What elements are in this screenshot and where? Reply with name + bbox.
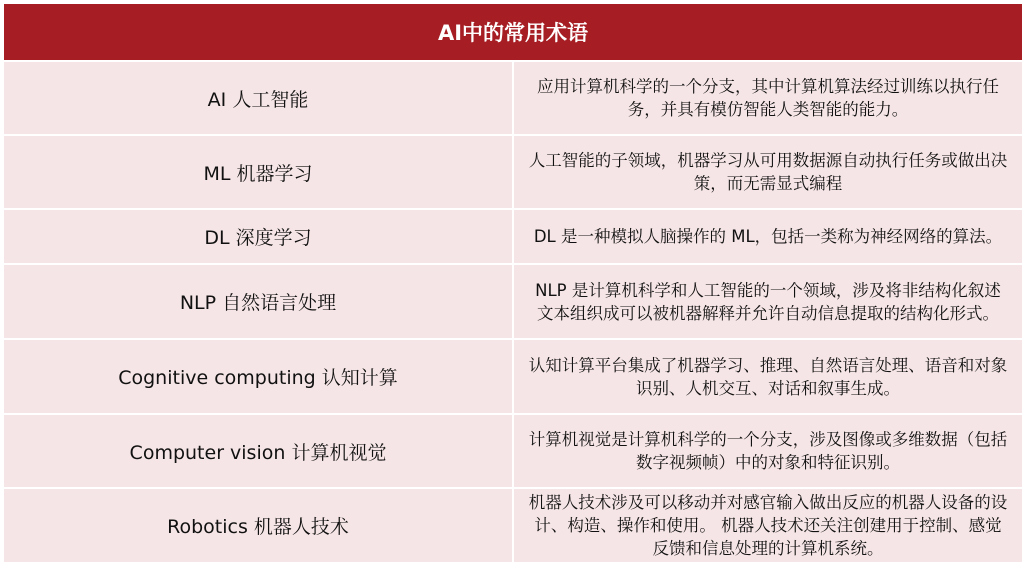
desc-text: 计算机视觉是计算机科学的一个分支，涉及图像或多维数据（包括数字视频帧）中的对象和特征识别。 (528, 430, 1008, 472)
table-row (3, 339, 1023, 414)
desc-text: 应用计算机科学的一个分支，其中计算机算法经过训练以执行任务，并具有模仿智能人类智能的能力。 (537, 77, 999, 119)
term-cell: Computer vision 计算机视觉 (3, 414, 513, 488)
term-cell: Cognitive computing 认知计算 (3, 339, 513, 414)
table-row (3, 414, 1023, 488)
desc-cell (513, 339, 1023, 414)
ai-terms-table (2, 2, 1024, 564)
term-cell: NLP 自然语言处理 (3, 264, 513, 339)
term-cell: ML 机器学习 (3, 135, 513, 209)
desc-cell (513, 209, 1023, 264)
table-row (3, 61, 1023, 135)
desc-cell (513, 135, 1023, 209)
term-cell: Robotics 机器人技术 (3, 488, 513, 563)
table-row (3, 488, 1023, 563)
desc-text: 认知计算平台集成了机器学习、推理、自然语言处理、语音和对象识别、人机交互、对话和叙事生成。 (528, 355, 1008, 398)
desc-cell (513, 61, 1023, 135)
desc-text: NLP 是计算机科学和人工智能的一个领域，涉及将非结构化叙述文本组织成可以被机器解释并允许自动信息提取的结构化形式。 (535, 280, 1001, 323)
table-title: AI中的常用术语 (3, 3, 1023, 61)
desc-text: 人工智能的子领域，机器学习从可用数据源自动执行任务或做出决策，而无需显式编程 (528, 151, 1008, 193)
table-row (3, 264, 1023, 339)
table-row (3, 209, 1023, 264)
desc-cell (513, 414, 1023, 488)
desc-cell (513, 264, 1023, 339)
desc-text: DL 是一种模拟人脑操作的 ML，包括一类称为神经网络的算法。 (533, 227, 1003, 246)
table-row (3, 135, 1023, 209)
term-cell: DL 深度学习 (3, 209, 513, 264)
desc-text: 机器人技术涉及可以移动并对感官输入做出反应的机器人设备的设计、构造、操作和使用。 机器人技术还关注创建用于控制、感觉反馈和信息处理的计算机系统。 (528, 493, 1008, 558)
term-cell: AI 人工智能 (3, 61, 513, 135)
desc-cell (513, 488, 1023, 563)
